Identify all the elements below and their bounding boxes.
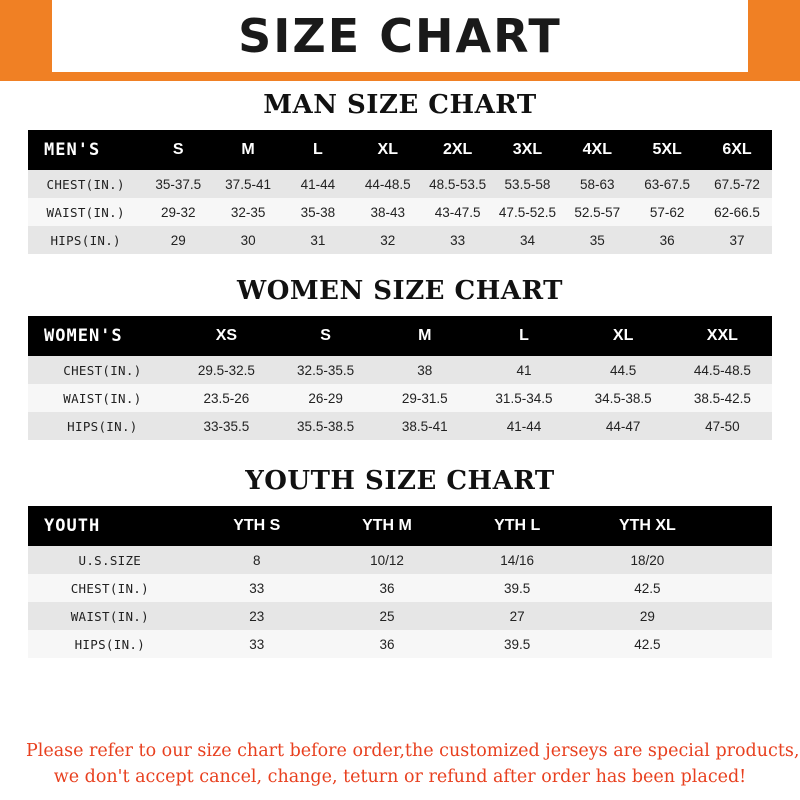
youth-row-label-1: CHEST(IN.) bbox=[28, 574, 192, 602]
women-cell-0-0: 29.5-32.5 bbox=[177, 356, 276, 384]
women-size-header-0: XS bbox=[177, 316, 276, 356]
women-size-header-2: M bbox=[375, 316, 474, 356]
men-cell-2-3: 32 bbox=[353, 226, 423, 254]
men-cell-1-5: 47.5-52.5 bbox=[493, 198, 563, 226]
men-size-header-4: 2XL bbox=[423, 130, 493, 170]
youth-size-header-2: YTH L bbox=[452, 506, 582, 546]
table-header-row bbox=[28, 506, 772, 546]
women-row-label-0: CHEST(IN.) bbox=[28, 356, 177, 384]
table-row bbox=[28, 226, 772, 254]
men-size-header-6: 4XL bbox=[562, 130, 632, 170]
women-cell-0-1: 32.5-35.5 bbox=[276, 356, 375, 384]
women-size-header-4: XL bbox=[574, 316, 673, 356]
footer-line-2: we don't accept cancel, change, teturn or refund after order has been placed! bbox=[53, 766, 747, 787]
youth-row-label-2: WAIST(IN.) bbox=[28, 602, 192, 630]
men-cell-0-2: 41-44 bbox=[283, 170, 353, 198]
table-row bbox=[28, 630, 772, 658]
men-cell-2-1: 30 bbox=[213, 226, 283, 254]
men-table-header-label: MEN'S bbox=[28, 130, 143, 170]
women-cell-2-4: 44-47 bbox=[574, 412, 673, 440]
women-cell-1-1: 26-29 bbox=[276, 384, 375, 412]
men-cell-2-6: 35 bbox=[562, 226, 632, 254]
youth-cell-1-0: 33 bbox=[192, 574, 322, 602]
men-size-header-7: 5XL bbox=[632, 130, 702, 170]
page-title: SIZE CHART bbox=[238, 9, 562, 63]
women-row-label-2: HIPS(IN.) bbox=[28, 412, 177, 440]
table-header-row bbox=[28, 130, 772, 170]
men-cell-1-4: 43-47.5 bbox=[423, 198, 493, 226]
men-cell-2-0: 29 bbox=[143, 226, 213, 254]
men-cell-0-5: 53.5-58 bbox=[493, 170, 563, 198]
women-cell-1-5: 38.5-42.5 bbox=[673, 384, 772, 412]
men-cell-1-2: 35-38 bbox=[283, 198, 353, 226]
men-size-table bbox=[28, 130, 772, 254]
footer-line-1: Please refer to our size chart before order,the customized jerseys are special products, bbox=[26, 741, 800, 762]
youth-cell-3-3: 42.5 bbox=[582, 630, 712, 658]
youth-cell-0-2: 14/16 bbox=[452, 546, 582, 574]
men-cell-0-3: 44-48.5 bbox=[353, 170, 423, 198]
men-size-header-5: 3XL bbox=[493, 130, 563, 170]
men-cell-0-7: 63-67.5 bbox=[632, 170, 702, 198]
men-cell-0-8: 67.5-72 bbox=[702, 170, 772, 198]
youth-cell-2-3: 29 bbox=[582, 602, 712, 630]
table-row bbox=[28, 602, 772, 630]
youth-cell-1-3: 42.5 bbox=[582, 574, 712, 602]
youth-size-header-0: YTH S bbox=[192, 506, 322, 546]
youth-size-header-3: YTH XL bbox=[582, 506, 712, 546]
youth-cell-3-0: 33 bbox=[192, 630, 322, 658]
youth-cell-0-3: 18/20 bbox=[582, 546, 712, 574]
men-cell-0-0: 35-37.5 bbox=[143, 170, 213, 198]
youth-cell-0-1: 10/12 bbox=[322, 546, 452, 574]
table-row bbox=[28, 546, 772, 574]
youth-cell-spacer-2 bbox=[712, 602, 772, 630]
women-cell-2-0: 33-35.5 bbox=[177, 412, 276, 440]
men-cell-2-7: 36 bbox=[632, 226, 702, 254]
women-size-table bbox=[28, 316, 772, 440]
youth-cell-2-2: 27 bbox=[452, 602, 582, 630]
table-header-row bbox=[28, 316, 772, 356]
youth-cell-2-1: 25 bbox=[322, 602, 452, 630]
youth-cell-0-0: 8 bbox=[192, 546, 322, 574]
men-cell-1-8: 62-66.5 bbox=[702, 198, 772, 226]
youth-cell-1-2: 39.5 bbox=[452, 574, 582, 602]
men-cell-1-0: 29-32 bbox=[143, 198, 213, 226]
table-row bbox=[28, 170, 772, 198]
youth-cell-3-2: 39.5 bbox=[452, 630, 582, 658]
youth-row-label-0: U.S.SIZE bbox=[28, 546, 192, 574]
table-row bbox=[28, 574, 772, 602]
women-size-header-3: L bbox=[474, 316, 573, 356]
men-cell-0-1: 37.5-41 bbox=[213, 170, 283, 198]
women-cell-1-0: 23.5-26 bbox=[177, 384, 276, 412]
youth-size-table bbox=[28, 506, 772, 658]
women-row-label-1: WAIST(IN.) bbox=[28, 384, 177, 412]
header-accent-bar-right bbox=[748, 0, 800, 72]
men-cell-1-6: 52.5-57 bbox=[562, 198, 632, 226]
content-area bbox=[0, 81, 800, 658]
men-cell-2-2: 31 bbox=[283, 226, 353, 254]
youth-header-spacer bbox=[712, 506, 772, 546]
women-cell-0-5: 44.5-48.5 bbox=[673, 356, 772, 384]
youth-table-header-label: YOUTH bbox=[28, 506, 192, 546]
table-row bbox=[28, 198, 772, 226]
men-size-header-0: S bbox=[143, 130, 213, 170]
header-divider bbox=[0, 72, 800, 81]
header-accent-bar-left bbox=[0, 0, 52, 72]
youth-cell-spacer-1 bbox=[712, 574, 772, 602]
women-cell-0-3: 41 bbox=[474, 356, 573, 384]
men-row-label-2: HIPS(IN.) bbox=[28, 226, 143, 254]
men-size-header-1: M bbox=[213, 130, 283, 170]
youth-row-label-3: HIPS(IN.) bbox=[28, 630, 192, 658]
youth-cell-2-0: 23 bbox=[192, 602, 322, 630]
women-cell-2-3: 41-44 bbox=[474, 412, 573, 440]
women-table-header-label: WOMEN'S bbox=[28, 316, 177, 356]
women-cell-1-2: 29-31.5 bbox=[375, 384, 474, 412]
men-cell-2-5: 34 bbox=[493, 226, 563, 254]
men-cell-2-8: 37 bbox=[702, 226, 772, 254]
table-row bbox=[28, 384, 772, 412]
table-row bbox=[28, 356, 772, 384]
page-header bbox=[52, 0, 748, 72]
men-cell-1-7: 57-62 bbox=[632, 198, 702, 226]
men-cell-0-4: 48.5-53.5 bbox=[423, 170, 493, 198]
men-size-header-8: 6XL bbox=[702, 130, 772, 170]
footer-disclaimer bbox=[0, 739, 800, 790]
women-cell-0-2: 38 bbox=[375, 356, 474, 384]
men-cell-1-1: 32-35 bbox=[213, 198, 283, 226]
women-cell-1-3: 31.5-34.5 bbox=[474, 384, 573, 412]
youth-section-title: YOUTH SIZE CHART bbox=[245, 466, 555, 496]
table-row bbox=[28, 412, 772, 440]
men-section-title: MAN SIZE CHART bbox=[263, 90, 537, 120]
men-size-header-3: XL bbox=[353, 130, 423, 170]
youth-cell-spacer-0 bbox=[712, 546, 772, 574]
women-cell-1-4: 34.5-38.5 bbox=[574, 384, 673, 412]
men-cell-2-4: 33 bbox=[423, 226, 493, 254]
men-row-label-1: WAIST(IN.) bbox=[28, 198, 143, 226]
women-cell-2-1: 35.5-38.5 bbox=[276, 412, 375, 440]
youth-cell-3-1: 36 bbox=[322, 630, 452, 658]
men-cell-0-6: 58-63 bbox=[562, 170, 632, 198]
men-cell-1-3: 38-43 bbox=[353, 198, 423, 226]
women-cell-2-2: 38.5-41 bbox=[375, 412, 474, 440]
women-size-header-5: XXL bbox=[673, 316, 772, 356]
youth-cell-spacer-3 bbox=[712, 630, 772, 658]
men-size-header-2: L bbox=[283, 130, 353, 170]
women-section-title: WOMEN SIZE CHART bbox=[237, 276, 563, 306]
women-cell-0-4: 44.5 bbox=[574, 356, 673, 384]
youth-cell-1-1: 36 bbox=[322, 574, 452, 602]
women-cell-2-5: 47-50 bbox=[673, 412, 772, 440]
women-size-header-1: S bbox=[276, 316, 375, 356]
youth-size-header-1: YTH M bbox=[322, 506, 452, 546]
men-row-label-0: CHEST(IN.) bbox=[28, 170, 143, 198]
